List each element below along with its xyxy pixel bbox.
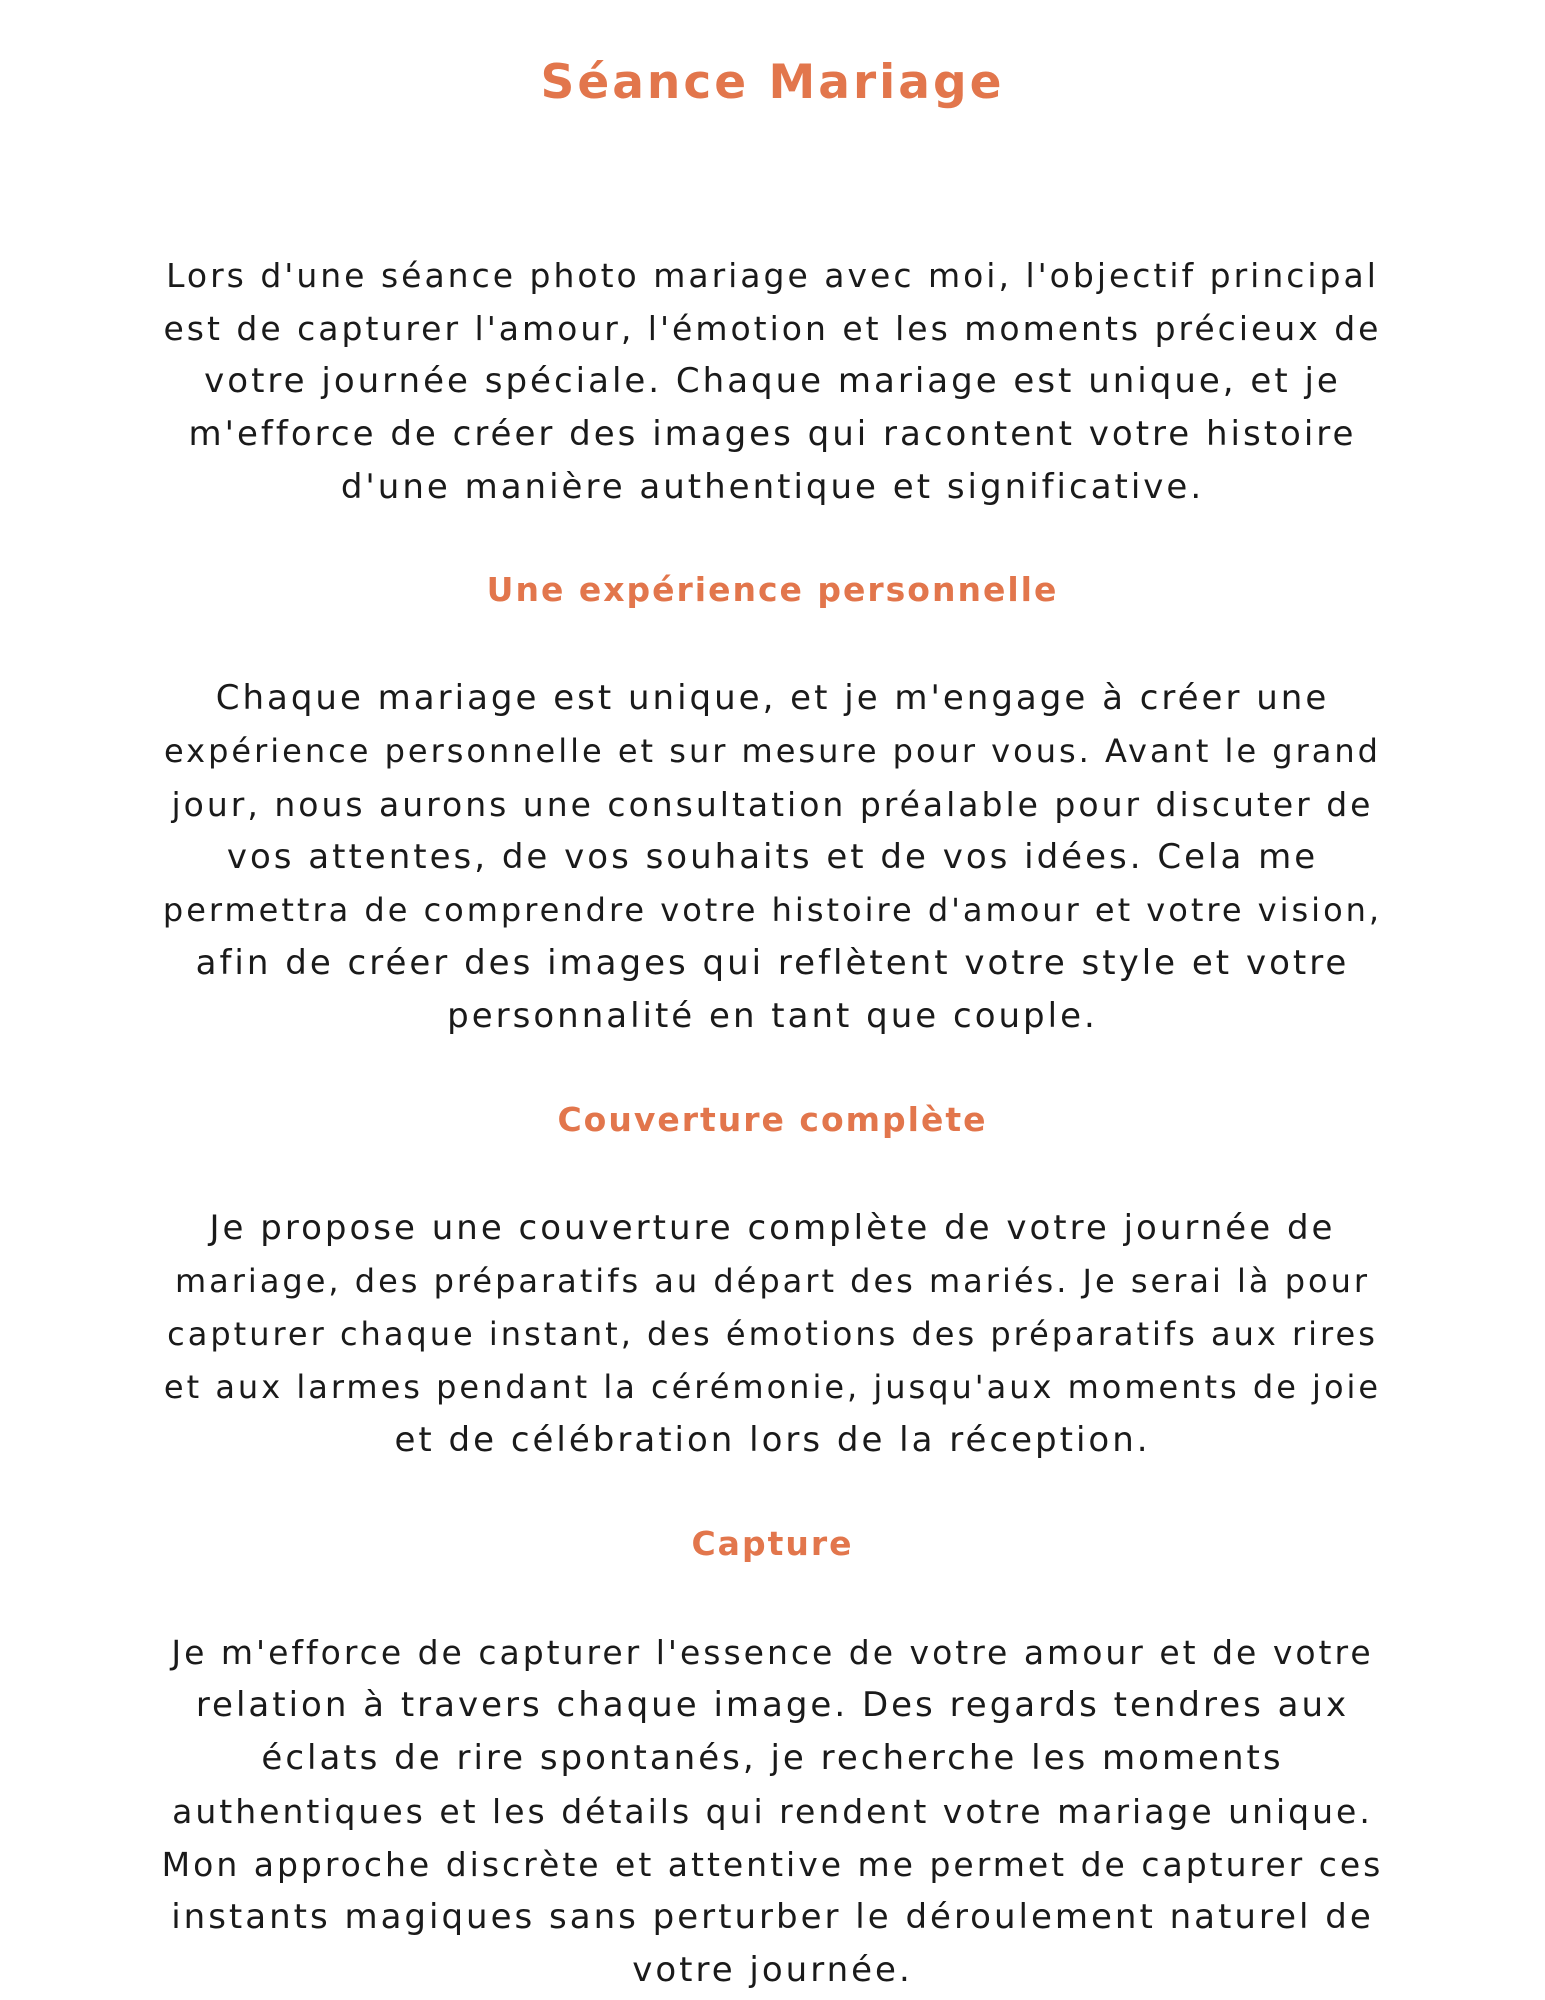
text-line: personnalité en tant que couple.: [447, 996, 1098, 1036]
text-line: mariage, des préparatifs au départ des mariés. Je serai là pour: [174, 1262, 1371, 1300]
text-line: d'une manière authentique et significative.: [340, 467, 1205, 507]
text-line: et de célébration lors de la réception.: [394, 1420, 1151, 1460]
text-line: instants magiques sans perturber le déroulement naturel de: [171, 1897, 1374, 1937]
text-line: éclats de rire spontanés, je recherche les moments: [261, 1738, 1284, 1778]
section-heading-couverture: Couverture complète: [557, 1100, 988, 1139]
text-line: afin de créer des images qui reflètent votre style et votre: [195, 943, 1350, 983]
text-line: votre journée.: [632, 1950, 913, 1990]
section-heading-experience: Une expérience personnelle: [486, 570, 1059, 609]
text-line: capturer chaque instant, des émotions des préparatifs aux rires: [167, 1315, 1378, 1353]
text-line: vos attentes, de vos souhaits et de vos idées. Cela me: [226, 837, 1319, 877]
text-line: Chaque mariage est unique, et je m'engage à créer une: [215, 678, 1330, 718]
section-paragraph-capture: [160, 1626, 1385, 1997]
text-line: m'efforce de créer des images qui racontent votre histoire: [188, 414, 1357, 454]
section-paragraph-couverture: [160, 1202, 1385, 1467]
text-line: authentiques et les détails qui rendent votre mariage unique.: [172, 1792, 1373, 1831]
text-line: jour, nous aurons une consultation préalable pour discuter de: [171, 785, 1374, 824]
section-paragraph-experience: [160, 672, 1385, 1043]
intro-paragraph: [160, 249, 1385, 514]
text-line: Mon approche discrète et attentive me permet de capturer ces: [161, 1845, 1384, 1884]
text-line: et aux larmes pendant la cérémonie, jusqu'aux moments de joie: [163, 1368, 1382, 1406]
text-line: Lors d'une séance photo mariage avec moi, l'objectif principal: [166, 256, 1379, 295]
page-title: Séance Mariage: [540, 55, 1005, 110]
text-line: Je propose une couverture complète de votre journée de: [209, 1208, 1336, 1248]
text-line: votre journée spéciale. Chaque mariage est unique, et je: [204, 361, 1341, 401]
text-line: relation à travers chaque image. Des regards tendres aux: [195, 1685, 1350, 1725]
text-line: Je m'efforce de capturer l'essence de votre amour et de votre: [171, 1633, 1374, 1672]
text-line: est de capturer l'amour, l'émotion et les moments précieux de: [163, 309, 1382, 348]
text-line: expérience personnelle et sur mesure pour vous. Avant le grand: [164, 732, 1381, 770]
section-heading-capture: Capture: [691, 1524, 854, 1563]
text-line: permettra de comprendre votre histoire d'amour et votre vision,: [162, 891, 1383, 929]
